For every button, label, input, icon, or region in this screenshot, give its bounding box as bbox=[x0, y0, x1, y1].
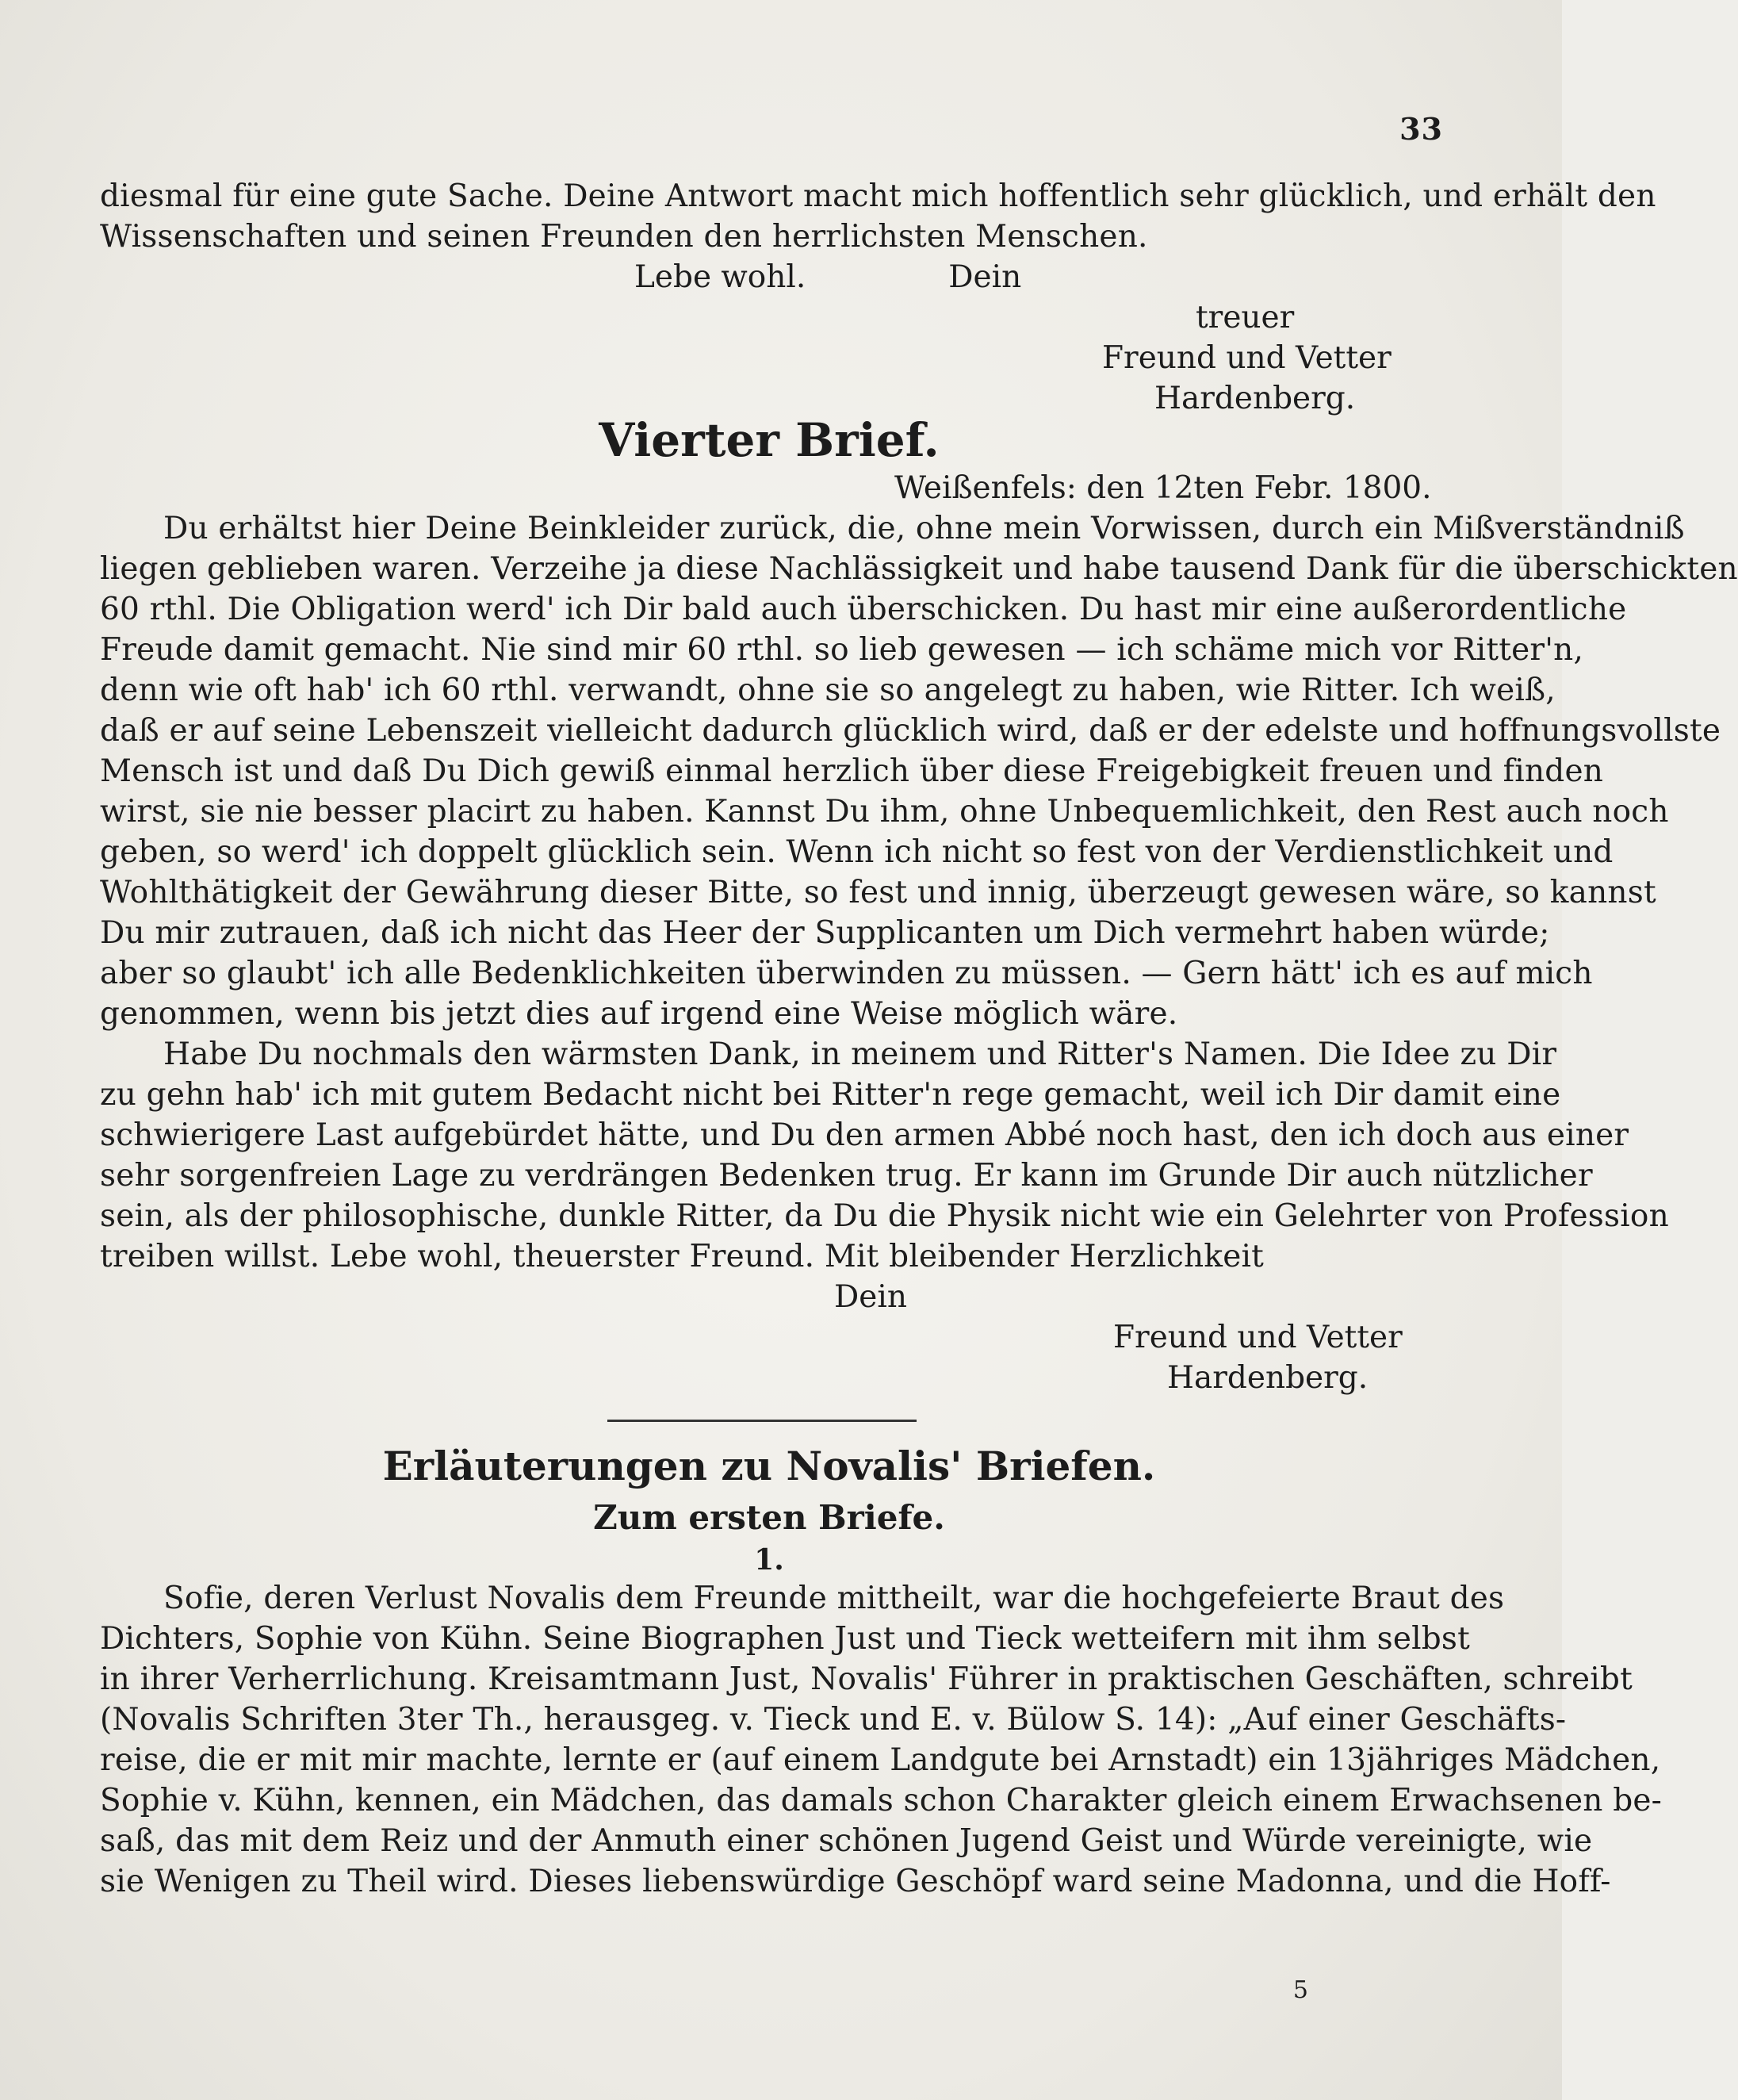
text-line: reise, die er mit mir machte, lernte er (auf einem Landgute bei Arnstadt) ein 13jähriges Mädchen, bbox=[100, 1742, 1661, 1778]
text-line: Sofie, deren Verlust Novalis dem Freunde mittheilt, war die hochgefeierte Braut des bbox=[163, 1581, 1505, 1616]
notes-subtitle: Zum ersten Briefe. bbox=[593, 1498, 945, 1537]
text-line: Wohlthätigkeit der Gewährung dieser Bitte, so fest und innig, überzeugt gewesen wäre, so kannst bbox=[100, 875, 1656, 910]
text-line: Du mir zutrauen, daß ich nicht das Heer der Supplicanten um Dich vermehrt haben würde; bbox=[100, 915, 1550, 951]
letter3-ending bbox=[100, 176, 1656, 419]
text-line: sie Wenigen zu Theil wird. Dieses liebenswürdige Geschöpf ward seine Madonna, und die Hoff- bbox=[100, 1864, 1611, 1899]
text-line: daß er auf seine Lebenszeit vielleicht dadurch glücklich wird, daß er der edelste und hoffnungsvollste bbox=[100, 713, 1721, 749]
text-line: geben, so werd' ich doppelt glücklich sein. Wenn ich nicht so fest von der Verdienstlichkeit und bbox=[100, 834, 1614, 870]
text-line: genommen, wenn bis jetzt dies auf irgend eine Weise möglich wäre. bbox=[100, 996, 1178, 1032]
text-line: Mensch ist und daß Du Dich gewiß einmal herzlich über diese Freigebigkeit freuen und finden bbox=[100, 753, 1604, 789]
signature: Hardenberg. bbox=[1167, 1360, 1369, 1396]
text-line: wirst, sie nie besser placirt zu haben. Kannst Du ihm, ohne Unbequemlichkeit, den Rest auch noch bbox=[100, 794, 1669, 830]
dateline: Weißenfels: den 12ten Febr. 1800. bbox=[894, 470, 1432, 506]
text-line: Wissenschaften und seinen Freunden den herrlichsten Menschen. bbox=[100, 219, 1148, 255]
notes-title: Erläuterungen zu Novalis' Briefen. bbox=[382, 1443, 1156, 1489]
text-line: Dichters, Sophie von Kühn. Seine Biographen Just und Tieck wetteifern mit ihm selbst bbox=[100, 1621, 1471, 1657]
text-line: diesmal für eine gute Sache. Deine Antwort macht mich hoffentlich sehr glücklich, und erhält den bbox=[100, 178, 1656, 214]
dein: Dein bbox=[834, 1279, 907, 1315]
text-line: Habe Du nochmals den wärmsten Dank, in meinem und Ritter's Namen. Die Idee zu Dir bbox=[163, 1037, 1557, 1072]
text-line: (Novalis Schriften 3ter Th., herausgeg. v. Tieck und E. v. Bülow S. 14): „Auf einer Geschäfts- bbox=[100, 1702, 1567, 1738]
text-line: treiben willst. Lebe wohl, theuerster Freund. Mit bleibender Herzlichkeit bbox=[100, 1239, 1265, 1274]
text-line: schwierigere Last aufgebürdet hätte, und Du den armen Abbé noch hast, den ich doch aus einer bbox=[100, 1117, 1629, 1153]
farewell: Lebe wohl. bbox=[634, 259, 806, 295]
text-line: Freude damit gemacht. Nie sind mir 60 rthl. so lieb gewesen — ich schäme mich vor Ritter'n, bbox=[100, 632, 1584, 668]
text-line: 60 rthl. Die Obligation werd' ich Dir bald auch überschicken. Du hast mir eine außerordentliche bbox=[100, 592, 1627, 627]
text-line: saß, das mit dem Reiz und der Anmuth einer schönen Jugend Geist und Würde vereinigte, wie bbox=[100, 1823, 1593, 1859]
closing-freund: Freund und Vetter bbox=[1113, 1320, 1403, 1355]
notes-section bbox=[100, 1439, 1663, 1902]
letter4 bbox=[100, 412, 1738, 1398]
text-line: zu gehn hab' ich mit gutem Bedacht nicht bei Ritter'n rege gemacht, weil ich Dir damit eine bbox=[100, 1077, 1561, 1113]
letter4-title: Vierter Brief. bbox=[599, 413, 940, 467]
dein: Dein bbox=[948, 259, 1022, 295]
text-line: sehr sorgenfreien Lage zu verdrängen Bedenken trug. Er kann im Grunde Dir auch nützlicher bbox=[100, 1158, 1593, 1194]
text-line: sein, als der philosophische, dunkle Ritter, da Du die Physik nicht wie ein Gelehrter von Profession bbox=[100, 1198, 1669, 1234]
text-line: denn wie oft hab' ich 60 rthl. verwandt, ohne sie so angelegt zu haben, wie Ritter. Ich weiß, bbox=[100, 673, 1556, 708]
text-line: Du erhältst hier Deine Beinkleider zurück, die, ohne mein Vorwissen, durch ein Mißverständniß bbox=[163, 511, 1685, 546]
section-divider bbox=[607, 1420, 917, 1422]
text-line: in ihrer Verherrlichung. Kreisamtmann Just, Novalis' Führer in praktischen Geschäften, schreibt bbox=[100, 1661, 1633, 1697]
text-line: aber so glaubt' ich alle Bedenklichkeiten überwinden zu müssen. — Gern hätt' ich es auf mich bbox=[100, 956, 1593, 991]
page-number: 33 bbox=[1399, 111, 1443, 147]
text-line: Sophie v. Kühn, kennen, ein Mädchen, das damals schon Charakter gleich einem Erwachsenen be- bbox=[100, 1783, 1663, 1818]
note-number: 1. bbox=[754, 1543, 784, 1577]
text-line: liegen geblieben waren. Verzeihe ja diese Nachlässigkeit und habe tausend Dank für die überschickten bbox=[100, 551, 1738, 587]
closing-treuer: treuer bbox=[1196, 300, 1295, 335]
closing-freund: Freund und Vetter bbox=[1102, 340, 1392, 376]
printer-signature-mark: 5 bbox=[1292, 1976, 1308, 2004]
farewell-line bbox=[100, 257, 1438, 297]
signature: Hardenberg. bbox=[1154, 381, 1356, 416]
